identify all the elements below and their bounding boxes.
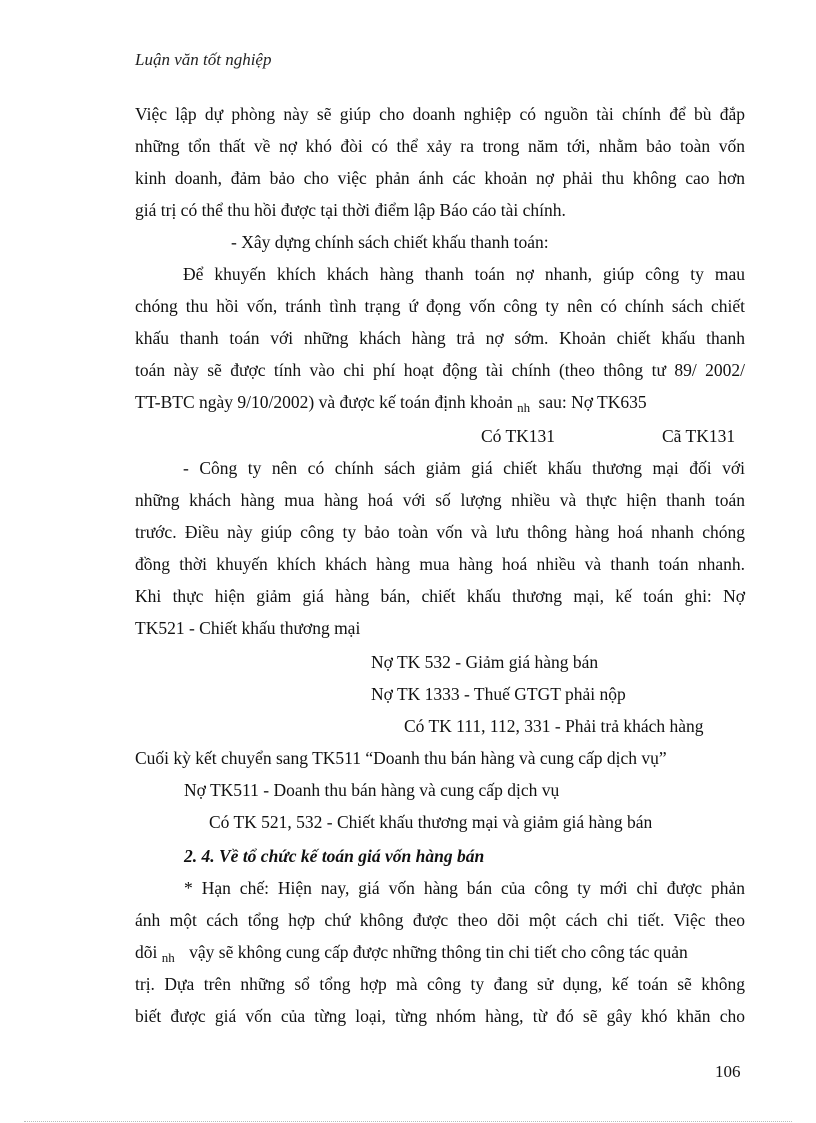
inline-fragment: nh [161,950,175,965]
page-number: 106 [715,1062,741,1081]
body-line: TK521 - Chiết khấu thương mại [135,618,361,638]
body-line: ánh một cách tổng hợp chứ không được theo dõi một cách chi tiết. Việc theo [135,910,745,930]
ledger-entry: Cã TK131 [662,426,736,446]
body-line: những khách hàng mua hàng hoá với số lượng nhiều và thực hiện thanh toán [135,490,745,510]
body-line: kinh doanh, đảm bảo cho việc phản ánh các khoản nợ phải thu không cao hơn [135,168,745,188]
running-header: Luận văn tốt nghiệp [135,50,272,69]
body-line: biết được giá vốn của từng loại, từng nhóm hàng, từ đó sẽ gây khó khăn cho [135,1006,745,1026]
ledger-entry: Nợ TK 1333 - Thuế GTGT phải nộp [371,684,626,704]
body-line: - Công ty nên có chính sách giảm giá chiết khấu thương mại đối với [183,458,745,478]
line-text: dõi [135,942,158,962]
ledger-entry: Có TK 111, 112, 331 - Phải trả khách hàng [404,716,704,736]
body-line: Cuối kỳ kết chuyển sang TK511 “Doanh thu bán hàng và cung cấp dịch vụ” [135,748,667,768]
footer-divider [24,1121,792,1122]
body-line: Để khuyến khích khách hàng thanh toán nợ nhanh, giúp công ty mau [183,264,745,284]
body-line: trước. Điều này giúp công ty bảo toàn vốn và lưu thông hàng hoá nhanh chóng [135,522,745,542]
body-line: Việc lập dự phòng này sẽ giúp cho doanh nghiệp có nguồn tài chính để bù đắp [135,104,745,124]
ledger-entry: Nợ TK511 - Doanh thu bán hàng và cung cấp dịch vụ [184,780,560,800]
body-line [135,941,688,965]
ledger-entry: Nợ TK 532 - Giảm giá hàng bán [371,652,599,672]
body-line: trị. Dựa trên những sổ tổng hợp mà công ty đang sử dụng, kế toán sẽ không [135,974,745,994]
body-line: những tổn thất về nợ khó đòi có thể xảy ra trong năm tới, nhằm bảo toàn vốn [135,136,745,156]
ledger-entry: Có TK 521, 532 - Chiết khấu thương mại và giảm giá hàng bán [209,812,653,832]
ledger-entry: Có TK131 [481,426,556,446]
line-text: TT-BTC ngày 9/10/2002) và được kế toán định khoản [135,392,513,412]
body-line: * Hạn chế: Hiện nay, giá vốn hàng bán của công ty mới chỉ được phản [184,878,745,898]
body-line: khấu thanh toán với những khách hàng trả nợ sớm. Khoản chiết khấu thanh [135,328,745,348]
line-text: sau: Nợ TK635 [538,392,647,412]
inline-fragment: nh [517,400,531,415]
list-item: - Xây dựng chính sách chiết khấu thanh toán: [231,232,549,252]
body-line: chóng thu hồi vốn, tránh tình trạng ứ đọng vốn công ty nên có chính sách chiết [135,296,745,316]
body-line: giá trị có thể thu hồi được tại thời điểm lập Báo cáo tài chính. [135,200,566,220]
body-line: toán này sẽ được tính vào chi phí hoạt động tài chính (theo thông tư 89/ 2002/ [135,360,745,380]
body-line: Khi thực hiện giảm giá hàng bán, chiết khấu thương mại, kế toán ghi: Nợ [135,586,745,606]
section-heading: 2. 4. Về tổ chức kế toán giá vốn hàng bán [184,846,485,866]
body-line: đồng thời khuyến khích khách hàng mua hàng hoá nhiều và thanh toán nhanh. [135,554,745,574]
body-line [135,391,647,415]
line-text: vậy sẽ không cung cấp được những thông tin chi tiết cho công tác quản [189,942,688,962]
